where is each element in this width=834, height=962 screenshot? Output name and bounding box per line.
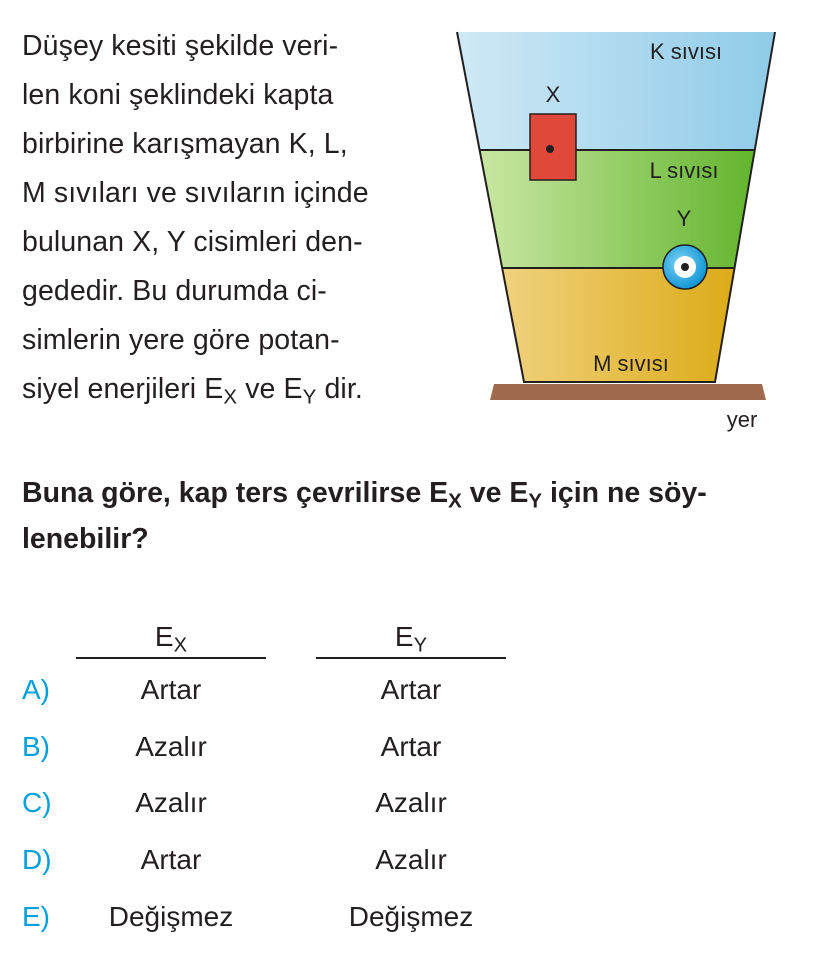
stem-line: birbirine karışmayan K, L, bbox=[22, 128, 348, 160]
option-ex-value: Değişmez bbox=[108, 901, 234, 932]
stem-line: len koni şeklindeki kapta bbox=[22, 79, 334, 111]
question-part: ve E bbox=[461, 477, 529, 509]
subscript-x: X bbox=[223, 385, 238, 409]
column-rule-ey bbox=[316, 657, 506, 659]
label-ground: yer bbox=[726, 407, 758, 432]
question-part: Buna göre, kap ters çevrilirse E bbox=[22, 477, 449, 509]
option-ex-value: Azalır bbox=[135, 731, 207, 762]
question-line: lenebilir? bbox=[22, 523, 149, 555]
option-letter: B) bbox=[22, 731, 50, 762]
stem-text: ve E bbox=[237, 373, 303, 405]
option-ex-value: Artar bbox=[140, 844, 202, 875]
ground bbox=[490, 384, 766, 400]
column-header-ey bbox=[316, 614, 506, 660]
label-m-liquid: M sıvısı bbox=[593, 351, 669, 376]
stem-line: Düşey kesiti şekilde veri- bbox=[22, 30, 339, 62]
stem-text: dir. bbox=[316, 373, 363, 405]
column-letter: E bbox=[154, 621, 174, 652]
column-rule-ex bbox=[76, 657, 266, 659]
label-y: Y bbox=[676, 206, 692, 231]
option-letter: A) bbox=[22, 674, 50, 705]
option-ey-value: Azalır bbox=[375, 787, 447, 818]
column-letter: E bbox=[394, 621, 414, 652]
stem-line: simlerin yere göre potan- bbox=[22, 324, 340, 356]
column-subscript: X bbox=[173, 634, 188, 657]
option-ey-value: Artar bbox=[380, 674, 442, 705]
container-figure bbox=[440, 18, 830, 438]
question-part: için ne söy- bbox=[542, 477, 707, 509]
option-letter: C) bbox=[22, 787, 52, 818]
option-ey-value: Değişmez bbox=[348, 901, 474, 932]
stem-text: siyel enerjileri E bbox=[22, 373, 224, 405]
question-line bbox=[22, 470, 822, 516]
label-k-liquid: K sıvısı bbox=[649, 39, 723, 64]
option-ex-value: Artar bbox=[140, 674, 202, 705]
stem-line: bulunan X, Y cisimleri den- bbox=[22, 226, 363, 258]
question-stem bbox=[22, 22, 412, 414]
option-letter: E) bbox=[22, 901, 50, 932]
subscript-x: X bbox=[448, 489, 462, 513]
column-subscript: Y bbox=[413, 634, 428, 657]
option-ey-value: Artar bbox=[380, 731, 442, 762]
subscript-y: Y bbox=[528, 489, 543, 513]
label-l-liquid: L sıvısı bbox=[649, 158, 719, 183]
option-ex-value: Azalır bbox=[135, 787, 207, 818]
label-x: X bbox=[545, 82, 561, 107]
column-header-ex bbox=[76, 614, 266, 660]
subscript-y: Y bbox=[302, 385, 317, 409]
option-letter: D) bbox=[22, 844, 52, 875]
question-text bbox=[22, 470, 822, 562]
k-liquid bbox=[457, 32, 775, 150]
stem-line: gededir. Bu durumda ci- bbox=[22, 275, 327, 307]
stem-last-line bbox=[22, 365, 412, 414]
option-ey-value: Azalır bbox=[375, 844, 447, 875]
ball-y-center bbox=[681, 263, 689, 271]
stem-line: M sıvıları ve sıvıların içinde bbox=[22, 177, 369, 209]
cube-x-center bbox=[546, 145, 554, 153]
container-diagram bbox=[440, 18, 830, 438]
